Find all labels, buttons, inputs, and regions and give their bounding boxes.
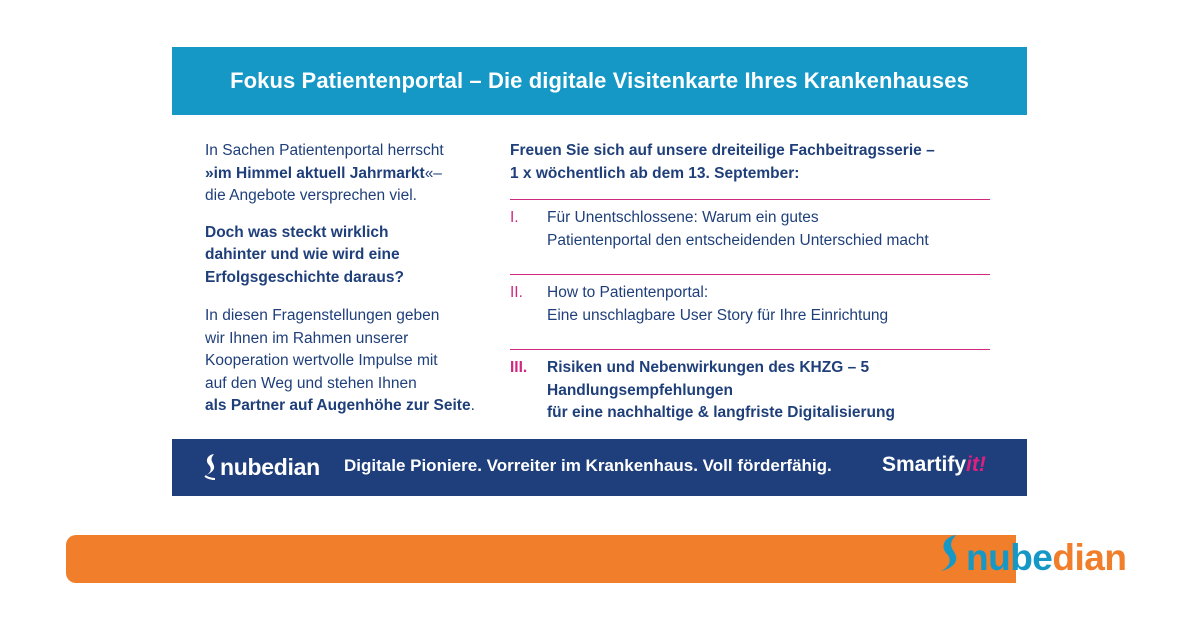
item-title: Risiken und Nebenwirkungen des KHZG – 5 Handlungsempfehlungen bbox=[547, 359, 870, 399]
orange-band bbox=[66, 535, 1016, 583]
nubedian-logo: nube dian bbox=[934, 533, 1126, 583]
header-banner bbox=[172, 47, 1027, 115]
page-title: Fokus Patientenportal – Die digitale Visitenkarte Ihres Krankenhauses bbox=[230, 68, 969, 93]
item-number: III. bbox=[510, 359, 528, 376]
question-paragraph: Doch was steckt wirklich dahinter und wie wird eine Erfolgsgeschichte daraus? bbox=[205, 223, 404, 286]
smartifyit-logo: Smartifyit! bbox=[882, 453, 986, 476]
series-item-3 bbox=[510, 357, 1000, 425]
offer-paragraph: In diesen Fragenstellungen geben wir Ihnen im Rahmen unserer Kooperation wertvolle Impulse mit auf den Weg und stehen Ihnen als Partner auf Augenhöhe zur Seite. bbox=[205, 307, 475, 414]
divider bbox=[510, 274, 990, 275]
divider bbox=[510, 199, 990, 200]
nubedian-swirl-icon bbox=[934, 532, 964, 584]
footer-banner bbox=[172, 439, 1027, 496]
intro-column bbox=[205, 140, 495, 418]
series-column bbox=[510, 140, 1000, 425]
item-title: How to Patientenportal: bbox=[547, 284, 709, 301]
nubedian-swirl-icon bbox=[202, 452, 218, 482]
item-number: I. bbox=[510, 209, 519, 226]
footer-slogan: Digitale Pioniere. Vorreiter im Krankenhaus. Voll förderfähig. bbox=[344, 456, 832, 475]
item-number: II. bbox=[510, 284, 523, 301]
divider bbox=[510, 349, 990, 350]
series-intro: Freuen Sie sich auf unsere dreiteilige Fachbeitragsserie – 1 x wöchentlich ab dem 13. September: bbox=[510, 142, 935, 182]
intro-paragraph: In Sachen Patientenportal herrscht »im Himmel aktuell Jahrmarkt«– die Angebote versprechen viel. bbox=[205, 142, 444, 204]
item-title: Für Unentschlossene: Warum ein gutes bbox=[547, 209, 819, 226]
footer-logo bbox=[202, 451, 320, 483]
item-subtitle: Eine unschlagbare User Story für Ihre Einrichtung bbox=[547, 306, 889, 324]
series-item-2 bbox=[510, 282, 1000, 327]
partner-highlight: als Partner auf Augenhöhe zur Seite bbox=[205, 397, 471, 414]
highlight-text: »im Himmel aktuell Jahrmarkt bbox=[205, 164, 425, 182]
item-subtitle: Patientenportal den entscheidenden Unterschied macht bbox=[547, 231, 929, 249]
promo-card bbox=[172, 47, 1027, 496]
series-item-1 bbox=[510, 207, 1000, 252]
item-subtitle: für eine nachhaltige & langfriste Digitalisierung bbox=[547, 404, 895, 421]
footer-logo-text: nubedian bbox=[220, 453, 320, 480]
